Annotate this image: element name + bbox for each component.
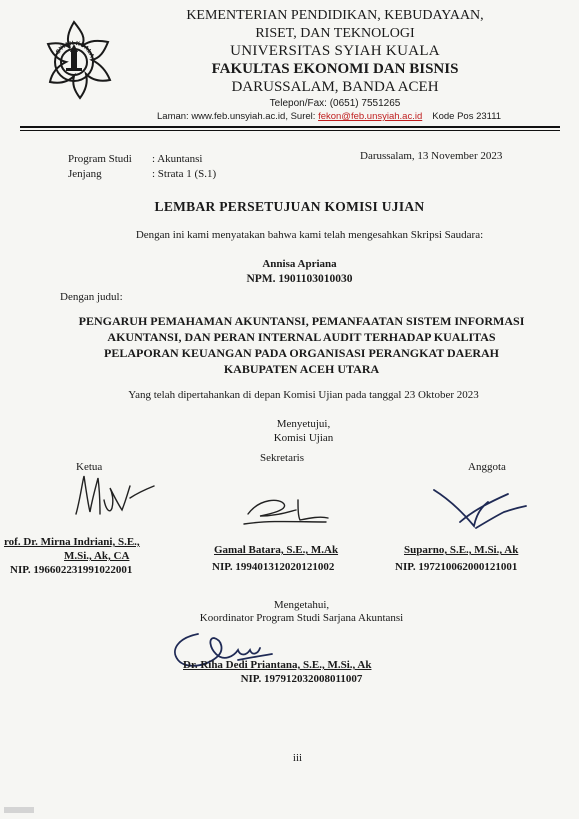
- thesis-title-line-4: KABUPATEN ACEH UTARA: [223, 362, 380, 376]
- thesis-title-line-1: PENGARUH PEMAHAMAN AKUNTANSI, PEMANFAATAN SISTEM INFORMASI: [78, 314, 525, 328]
- defense-statement: Yang telah dipertahankan di depan Komisi Ujian pada tanggal 23 Oktober 2023: [128, 389, 479, 401]
- sekretaris-signature-icon: [240, 492, 330, 528]
- level-label: Jenjang: [68, 168, 102, 180]
- thesis-title-line-2: AKUNTANSI, DAN PERAN INTERNAL AUDIT TERHADAP KUALITAS: [107, 330, 496, 344]
- university-logo-icon: [28, 18, 120, 110]
- contact-line: [157, 111, 501, 122]
- letterhead-rule-thin: [20, 130, 560, 131]
- approval-line-2: Komisi Ujian: [273, 432, 334, 444]
- postal-code: Kode Pos 23111: [432, 111, 502, 122]
- ketua-role: Ketua: [76, 461, 103, 473]
- approval-line-1: Menyetujui,: [276, 418, 331, 430]
- faculty-location: DARUSSALAM, BANDA ACEH: [231, 79, 439, 95]
- ketua-name-line-2: M.Si., Ak, CA: [64, 550, 130, 562]
- ketua-name-line-1: rof. Dr. Mirna Indriani, S.E.,: [4, 536, 140, 548]
- program-label: Program Studi: [68, 153, 132, 165]
- intro-text: Dengan ini kami menyatakan bahwa kami telah mengesahkan Skripsi Saudara:: [135, 229, 484, 241]
- student-npm: NPM. 1901103010030: [246, 273, 353, 285]
- ministry-line-2: RISET, DAN TEKNOLOGI: [255, 26, 415, 41]
- logo-text: SYIAH KUALA: [55, 40, 95, 59]
- coordinator-name: Dr. Riha Dedi Priantana, S.E., M.Si., Ak: [183, 659, 372, 671]
- page-number: iii: [292, 752, 303, 764]
- letterhead-rule-thick: [20, 126, 560, 128]
- level-value: : Strata 1 (S.1): [152, 168, 217, 180]
- sekretaris-nip: NIP. 199401312020121002: [212, 561, 335, 573]
- page-title: LEMBAR PERSETUJUAN KOMISI UJIAN: [154, 199, 425, 214]
- ministry-line-1: KEMENTERIAN PENDIDIKAN, KEBUDAYAAN,: [186, 8, 484, 23]
- known-line-2: Koordinator Program Studi Sarjana Akuntansi: [199, 612, 404, 624]
- faculty-name: FAKULTAS EKONOMI DAN BISNIS: [211, 61, 459, 77]
- phone-fax: Telepon/Fax: (0651) 7551265: [269, 98, 401, 109]
- place-date: Darussalam, 13 November 2023: [360, 150, 503, 162]
- ketua-nip: NIP. 196602231991022001: [10, 564, 133, 576]
- anggota-name: Suparno, S.E., M.Si., Ak: [404, 544, 519, 556]
- ketua-signature-icon: [70, 470, 160, 522]
- thesis-title-line-3: PELAPORAN KEUANGAN PADA ORGANISASI PERANGKAT DAERAH: [103, 346, 500, 360]
- university-name: UNIVERSITAS SYIAH KUALA: [230, 43, 440, 59]
- known-line-1: Mengetahui,: [273, 599, 330, 611]
- anggota-role: Anggota: [468, 461, 506, 473]
- anggota-nip: NIP. 197210062000121001: [395, 561, 518, 573]
- judul-label: Dengan judul:: [60, 291, 123, 303]
- program-value: : Akuntansi: [152, 153, 203, 165]
- scanner-watermark: [4, 807, 34, 813]
- coordinator-nip: NIP. 197912032008011007: [240, 673, 363, 685]
- sekretaris-name: Gamal Batara, S.E., M.Ak: [214, 544, 339, 556]
- website-label: Laman: www.feb.unsyiah.ac.id, Surel:: [157, 111, 319, 122]
- email-link[interactable]: fekon@feb.unsyiah.ac.id: [318, 111, 423, 122]
- sekretaris-role: Sekretaris: [260, 452, 304, 464]
- student-name: Annisa Apriana: [262, 258, 337, 270]
- anggota-signature-icon: [430, 482, 530, 534]
